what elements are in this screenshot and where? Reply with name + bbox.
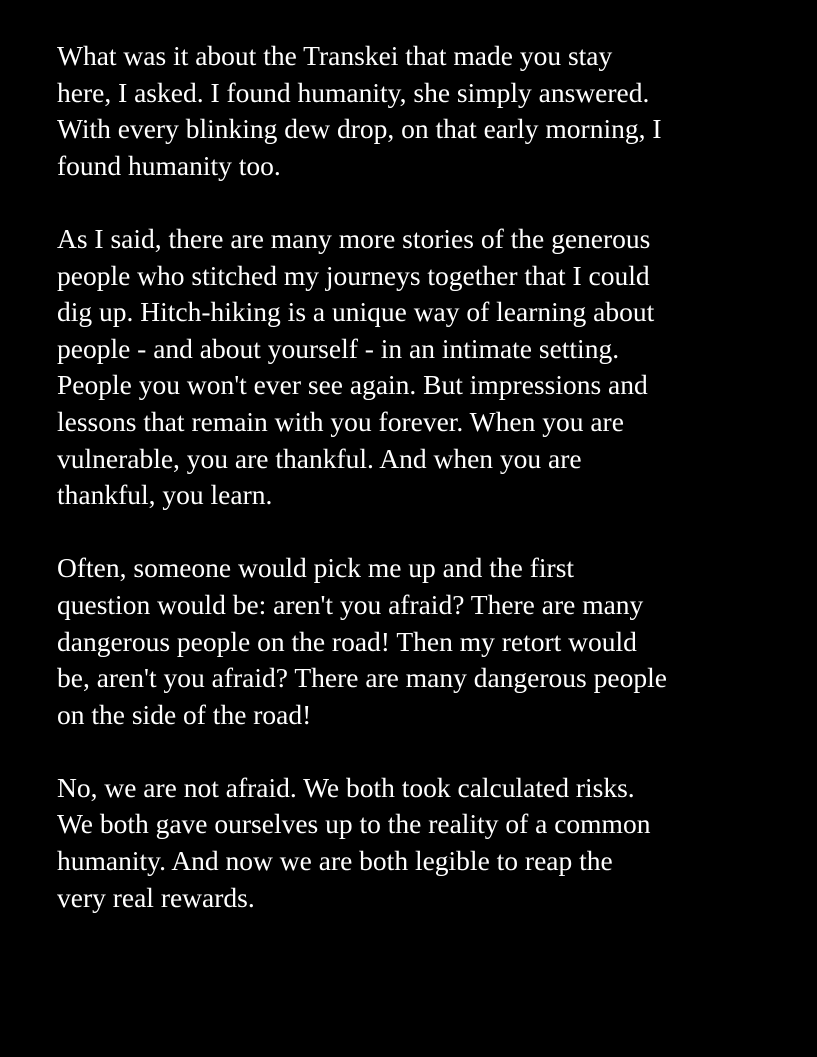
document-text [57,38,797,916]
text-line: No, we are not afraid. We both took calculated risks. [57,771,635,803]
paragraph-3 [57,550,797,733]
text-line: found humanity too. [57,149,281,181]
paragraph-spacer [57,514,797,551]
text-line: people - and about yourself - in an intimate setting. [57,332,620,364]
text-line: dangerous people on the road! Then my retort would [57,625,637,657]
text-line: We both gave ourselves up to the reality of a common [57,808,651,840]
text-line: People you won't ever see again. But impressions and [57,369,648,401]
paragraph-4 [57,770,797,916]
paragraph-spacer [57,733,797,770]
paragraph-spacer [57,184,797,221]
text-line: With every blinking dew drop, on that early morning, I [57,113,662,145]
text-line: here, I asked. I found humanity, she simply answered. [57,76,650,108]
text-line: Often, someone would pick me up and the first [57,552,575,584]
text-line: question would be: aren't you afraid? There are many [57,588,644,620]
text-line: vulnerable, you are thankful. And when you are [57,442,582,474]
text-line: lessons that remain with you forever. When you are [57,405,624,437]
text-line: dig up. Hitch-hiking is a unique way of learning about [57,296,655,328]
paragraph-2 [57,221,797,514]
text-line: As I said, there are many more stories of the generous [57,222,651,254]
text-line: be, aren't you afraid? There are many dangerous people [57,662,667,694]
text-line: humanity. And now we are both legible to reap the [57,845,613,877]
text-line: thankful, you learn. [57,479,273,511]
text-line: on the side of the road! [57,698,312,730]
text-line: very real rewards. [57,881,255,913]
paragraph-1 [57,38,797,184]
text-line: people who stitched my journeys together that I could [57,259,650,291]
text-line: What was it about the Transkei that made you stay [57,40,613,71]
